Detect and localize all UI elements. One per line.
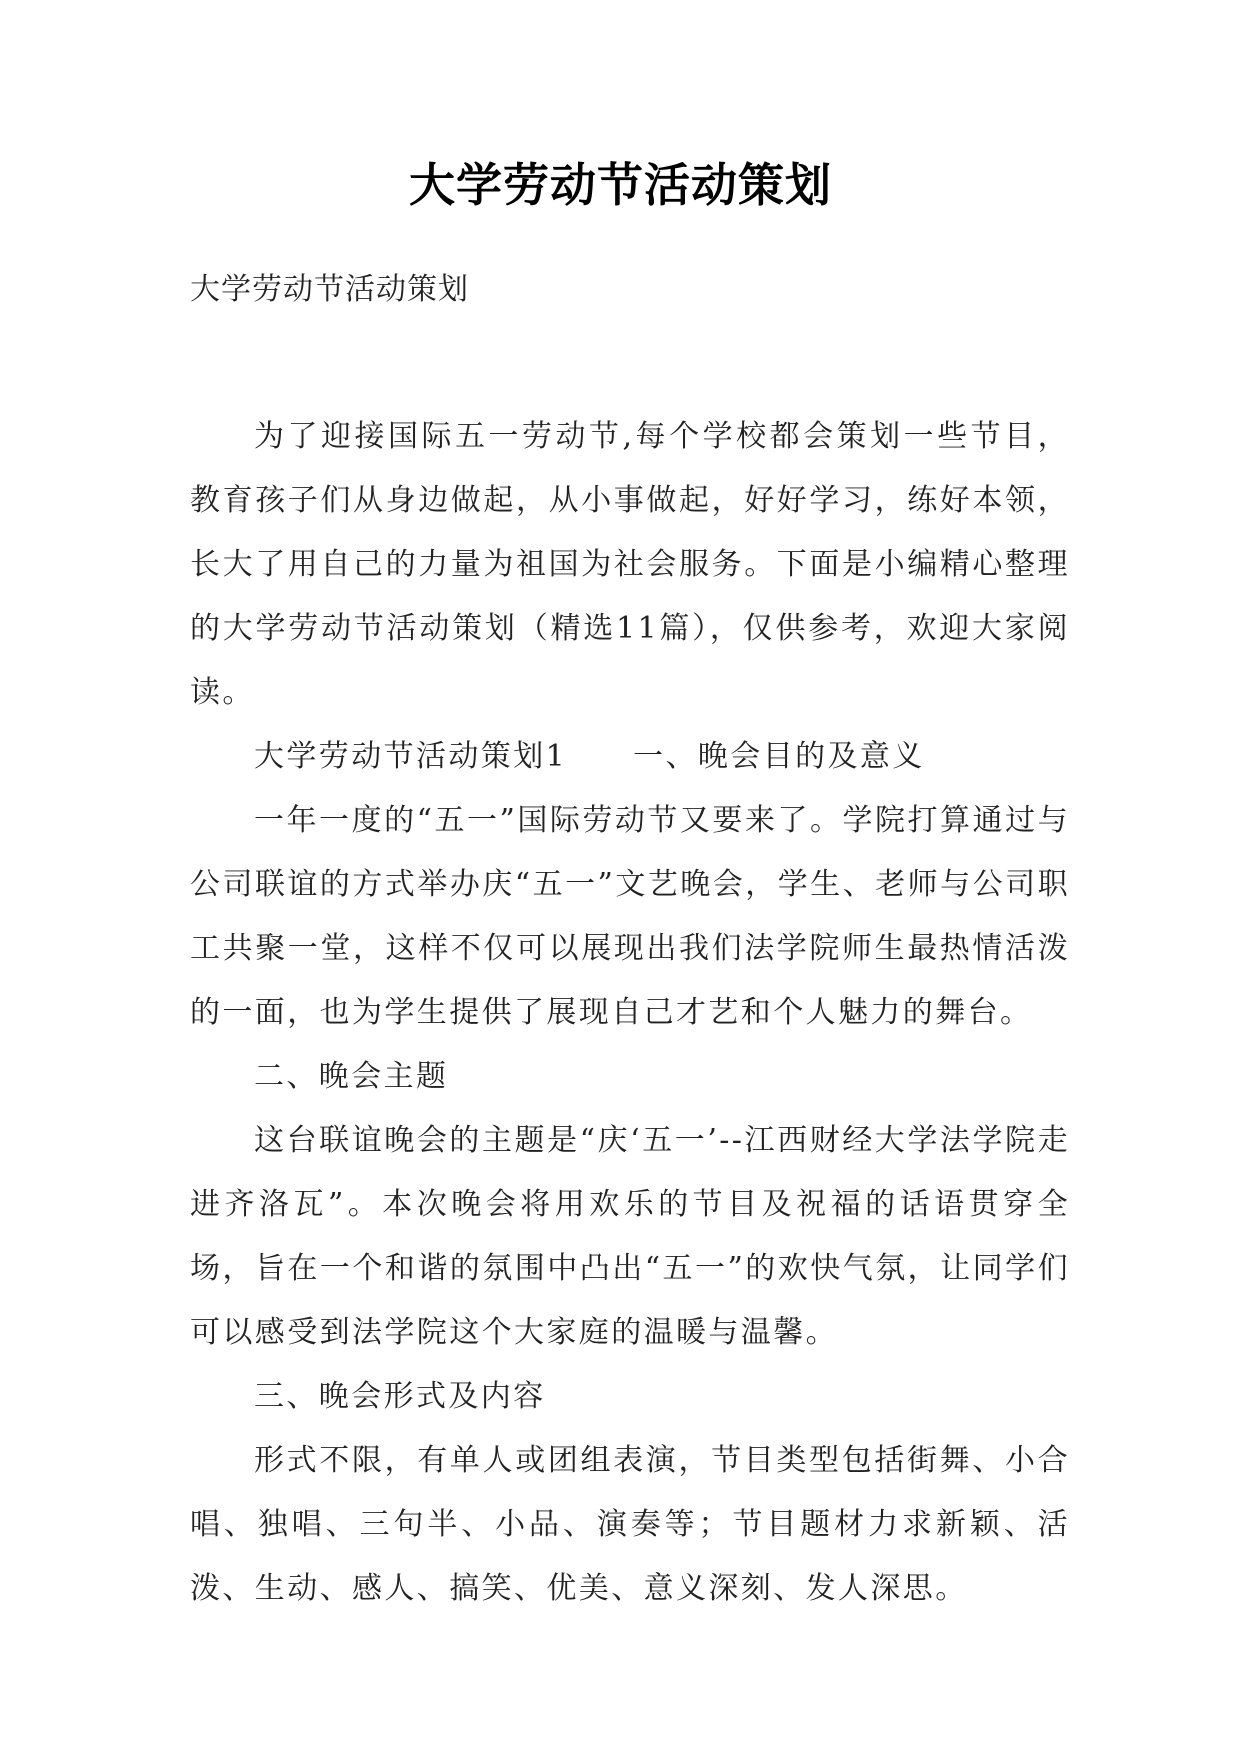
purpose-paragraph: 一年一度的“五一”国际劳动节又要来了。学院打算通过与公司联谊的方式举办庆“五一”文艺晚会，学生、老师与公司职工共聚一堂，这样不仅可以展现出我们法学院师生最热情活泼的一面，也为学生提供了展现自己才艺和个人魅力的舞台。 — [190, 803, 1070, 1030]
document-subtitle: 大学劳动节活动策划 — [190, 272, 469, 307]
section-subheading: 一、晚会目的及意义 — [633, 739, 925, 774]
format-heading: 三、晚会形式及内容 — [254, 1379, 546, 1414]
theme-heading: 二、晚会主题 — [254, 1059, 449, 1094]
section-heading-line — [190, 725, 1070, 789]
format-paragraph: 形式不限，有单人或团组表演，节目类型包括街舞、小合唱、独唱、三句半、小品、演奏等；节目题材力求新颖、活泼、生动、感人、搞笑、优美、意义深刻、发人深思。 — [190, 1443, 1070, 1606]
intro-paragraph: 为了迎接国际五一劳动节,每个学校都会策划一些节目，教育孩子们从身边做起，从小事做起，好好学习，练好本领，长大了用自己的力量为祖国为社会服务。下面是小编精心整理的大学劳动节活动策划（精选11篇），仅供参考，欢迎大家阅读。 — [190, 419, 1070, 710]
section-heading: 大学劳动节活动策划1 — [254, 739, 568, 774]
document-body — [190, 405, 1070, 1621]
document-title: 大学劳动节活动策划 — [409, 158, 832, 212]
theme-paragraph: 这台联谊晚会的主题是“庆‘五一’--江西财经大学法学院走进齐洛瓦”。本次晚会将用欢乐的节目及祝福的话语贯穿全场，旨在一个和谐的氛围中凸出“五一”的欢快气氛，让同学们可以感受到法学院这个大家庭的温暖与温馨。 — [190, 1123, 1070, 1350]
